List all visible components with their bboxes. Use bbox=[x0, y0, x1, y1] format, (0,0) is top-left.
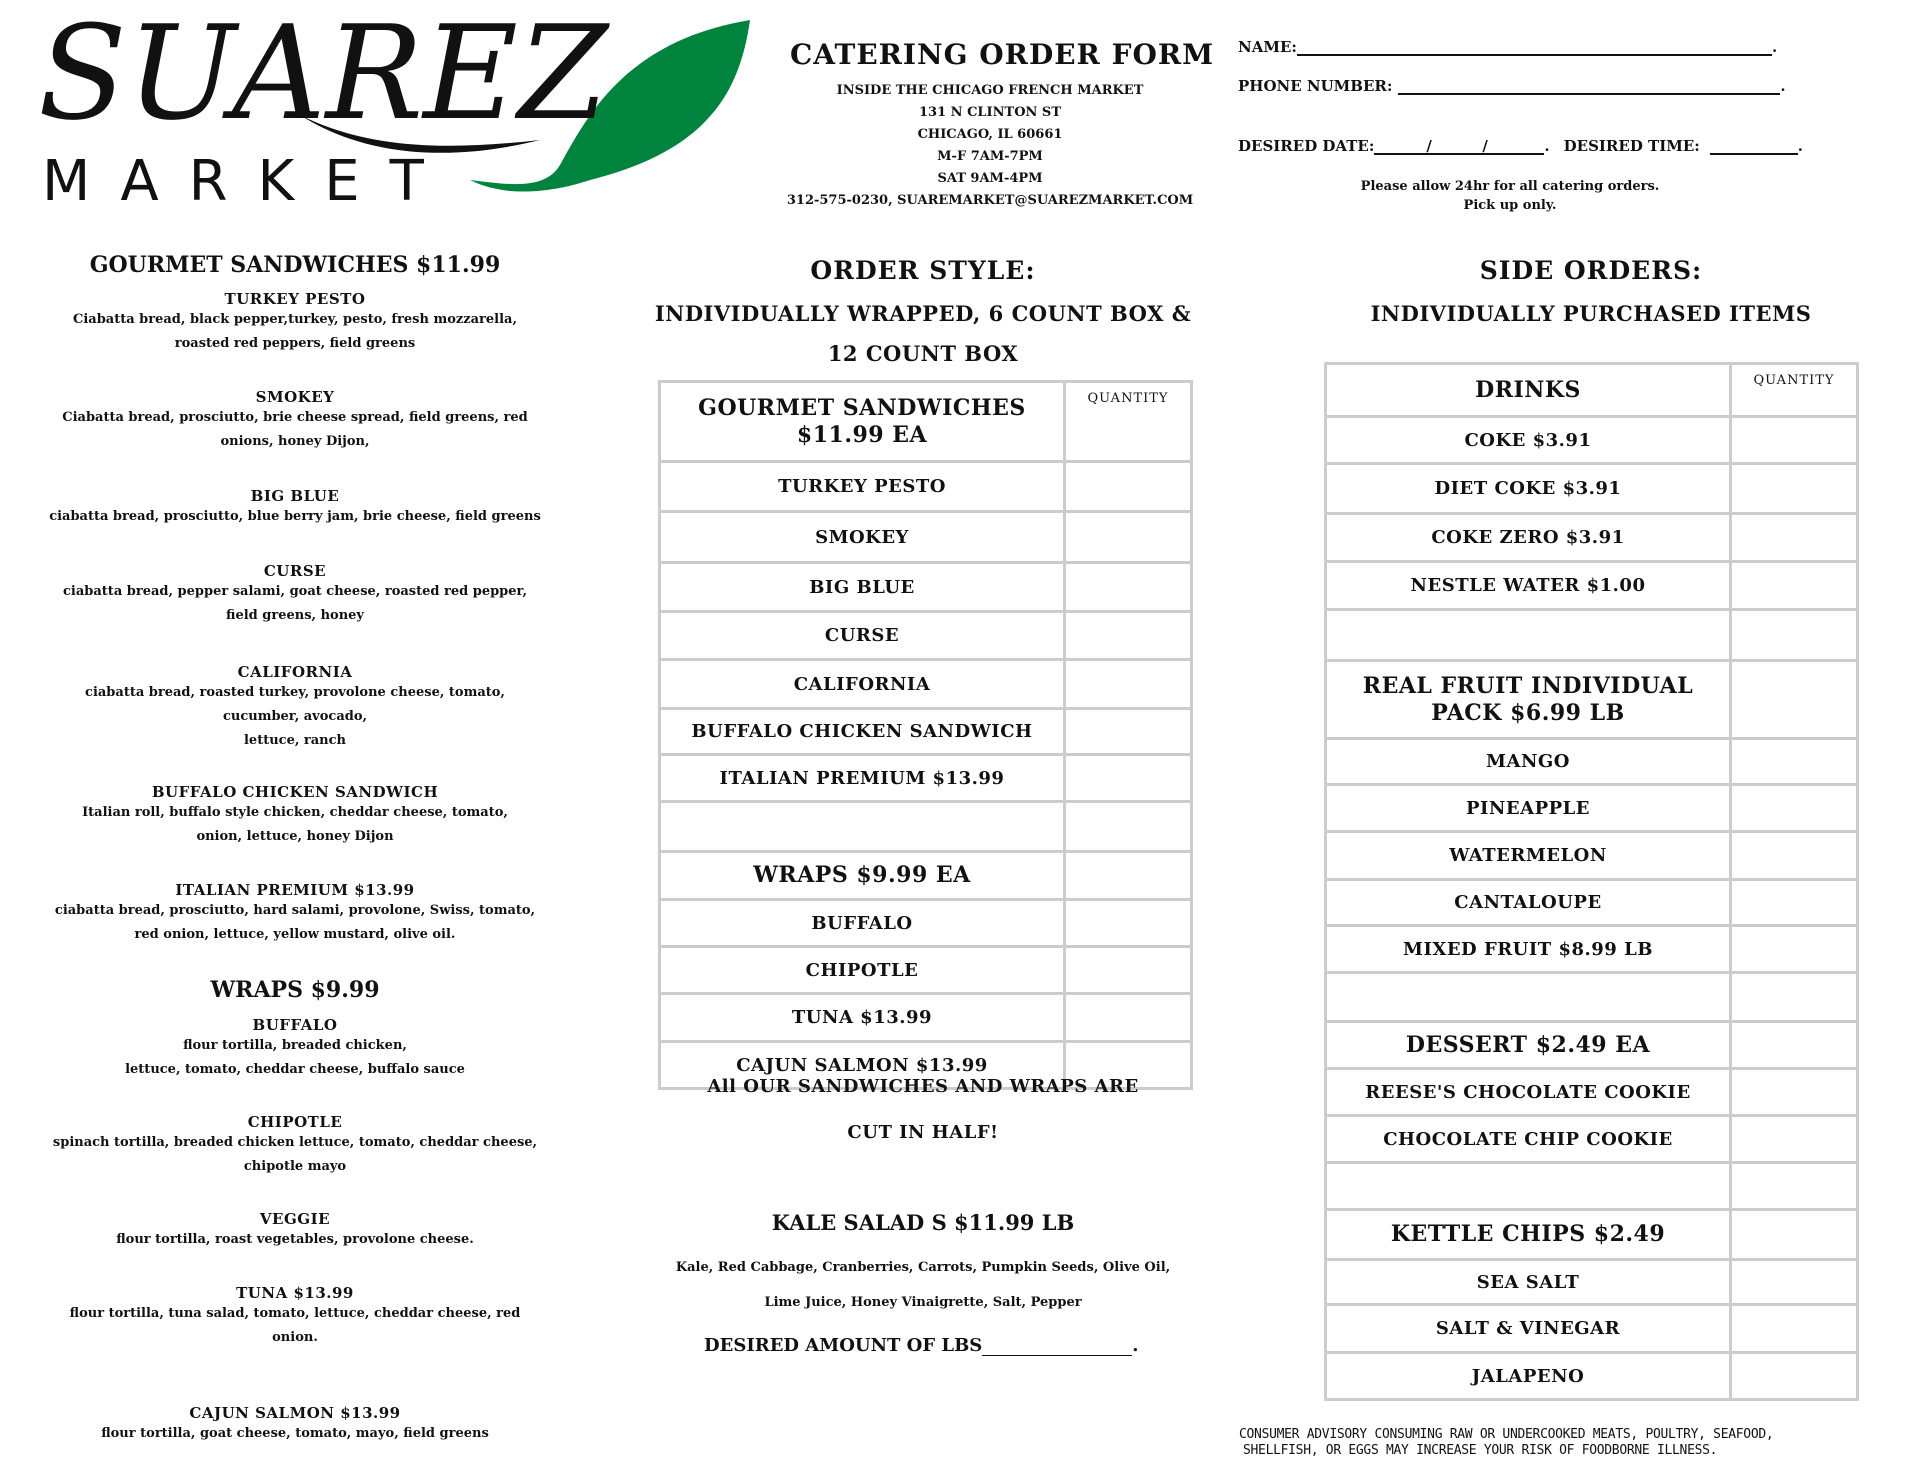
row-label: CAJUN SALMON $13.99 bbox=[660, 1042, 1065, 1089]
kale-salad-title: KALE SALAD S $11.99 LB bbox=[771, 1210, 1075, 1235]
quantity-cell[interactable] bbox=[1731, 514, 1858, 562]
cut-note-2: CUT IN HALF! bbox=[847, 1122, 999, 1143]
table-row bbox=[1326, 562, 1858, 610]
quantity-cell[interactable] bbox=[1065, 852, 1192, 900]
row-label: KETTLE CHIPS $2.49 bbox=[1326, 1210, 1731, 1260]
menu-item-name: BUFFALO bbox=[252, 1016, 338, 1034]
quantity-cell[interactable] bbox=[1731, 926, 1858, 973]
order-table bbox=[658, 380, 1193, 1090]
store-street: 131 N CLINTON ST bbox=[919, 105, 1061, 120]
lbs-label: DESIRED AMOUNT OF LBS bbox=[704, 1335, 983, 1356]
menu-item-desc: Italian roll, buffalo style chicken, cheddar cheese, tomato, bbox=[82, 805, 508, 820]
menu-item bbox=[30, 290, 560, 356]
table-section-header bbox=[660, 852, 1192, 900]
row-label: CANTALOUPE bbox=[1326, 880, 1731, 926]
menu-item-name: TUNA $13.99 bbox=[236, 1284, 354, 1302]
name-field[interactable] bbox=[1238, 38, 1777, 56]
table-blank-row bbox=[1326, 1163, 1858, 1210]
table-row bbox=[660, 755, 1192, 802]
quantity-cell[interactable] bbox=[1731, 1260, 1858, 1305]
order-style-title: ORDER STYLE: bbox=[810, 256, 1036, 285]
phone-field[interactable] bbox=[1238, 77, 1786, 95]
table-row bbox=[1326, 832, 1858, 880]
store-hours-weekday: M-F 7AM-7PM bbox=[937, 149, 1043, 164]
menu-item-desc: red onion, lettuce, yellow mustard, olive oil. bbox=[134, 927, 456, 942]
date-input[interactable] bbox=[1374, 137, 1544, 155]
wraps-title: WRAPS $9.99 bbox=[210, 977, 380, 1003]
table-blank-row bbox=[1326, 610, 1858, 661]
menu-item-desc: field greens, honey bbox=[226, 608, 364, 623]
table-blank-row bbox=[660, 802, 1192, 852]
kale-salad-desc-2: Lime Juice, Honey Vinaigrette, Salt, Pepper bbox=[764, 1295, 1082, 1310]
row-label bbox=[660, 802, 1065, 852]
quantity-cell[interactable] bbox=[1065, 660, 1192, 709]
quantity-cell[interactable] bbox=[1731, 562, 1858, 610]
table-row bbox=[1326, 417, 1858, 464]
row-label: CURSE bbox=[660, 612, 1065, 660]
menu-item-name: CHIPOTLE bbox=[247, 1113, 343, 1131]
table-row bbox=[1326, 785, 1858, 832]
form-title: CATERING ORDER FORM bbox=[790, 38, 1215, 71]
row-label bbox=[1326, 610, 1731, 661]
table-row bbox=[660, 900, 1192, 947]
menu-item bbox=[30, 487, 560, 529]
row-label bbox=[1326, 1163, 1731, 1210]
menu-item bbox=[30, 881, 560, 947]
row-label: COKE ZERO $3.91 bbox=[1326, 514, 1731, 562]
menu-item-desc: lettuce, ranch bbox=[243, 733, 346, 748]
menu-item-desc: ciabatta bread, pepper salami, goat cheese, roasted red pepper, bbox=[63, 584, 527, 599]
menu-item-desc: lettuce, tomato, cheddar cheese, buffalo sauce bbox=[125, 1062, 465, 1077]
quantity-cell[interactable] bbox=[1065, 994, 1192, 1042]
table-section-header bbox=[660, 382, 1192, 462]
phone-label: PHONE NUMBER: bbox=[1238, 77, 1393, 95]
svg-text:MARKET: MARKET bbox=[42, 149, 454, 214]
side-orders-sub: INDIVIDUALLY PURCHASED ITEMS bbox=[1370, 301, 1812, 326]
table-row bbox=[1326, 1260, 1858, 1305]
quantity-cell[interactable] bbox=[1065, 755, 1192, 802]
store-info bbox=[760, 80, 1220, 212]
date-time-field[interactable] bbox=[1238, 137, 1803, 155]
menu-item-name: CALIFORNIA bbox=[237, 663, 353, 681]
row-label: REAL FRUIT INDIVIDUAL PACK $6.99 LB bbox=[1326, 661, 1731, 739]
store-hours-saturday: SAT 9AM-4PM bbox=[937, 171, 1043, 186]
table-row bbox=[660, 994, 1192, 1042]
menu-item-desc: Ciabatta bread, black pepper,turkey, pesto, fresh mozzarella, bbox=[72, 312, 518, 327]
menu-item bbox=[30, 1404, 560, 1446]
name-input[interactable] bbox=[1297, 38, 1772, 56]
menu-item-desc: ciabatta bread, roasted turkey, provolone cheese, tomato, bbox=[85, 685, 505, 700]
menu-item-name: ITALIAN PREMIUM $13.99 bbox=[175, 881, 415, 899]
menu-item-name: TURKEY PESTO bbox=[224, 290, 366, 308]
lbs-input[interactable] bbox=[982, 1336, 1132, 1356]
kale-salad-desc-1: Kale, Red Cabbage, Cranberries, Carrots, Pumpkin Seeds, Olive Oil, bbox=[675, 1260, 1171, 1275]
table-row bbox=[660, 563, 1192, 612]
menu-item-name: SMOKEY bbox=[255, 388, 335, 406]
row-label: SEA SALT bbox=[1326, 1260, 1731, 1305]
row-label: BUFFALO bbox=[660, 900, 1065, 947]
table-row bbox=[660, 512, 1192, 563]
store-location: INSIDE THE CHICAGO FRENCH MARKET bbox=[836, 83, 1144, 98]
menu-item bbox=[30, 1113, 560, 1179]
period: . bbox=[1544, 137, 1550, 155]
advisory-line-2: SHELLFISH, OR EGGS MAY INCREASE YOUR RISK OF FOODBORNE ILLNESS. bbox=[1243, 1443, 1718, 1458]
side-orders-title: SIDE ORDERS: bbox=[1479, 256, 1703, 285]
time-label: DESIRED TIME: bbox=[1563, 137, 1700, 155]
menu-item-desc: cucumber, avocado, bbox=[222, 709, 368, 724]
lbs-field[interactable] bbox=[704, 1335, 1139, 1356]
row-label: TURKEY PESTO bbox=[660, 462, 1065, 512]
row-label: MANGO bbox=[1326, 739, 1731, 785]
quantity-cell[interactable] bbox=[1731, 880, 1858, 926]
quantity-cell[interactable] bbox=[1731, 1210, 1858, 1260]
row-label: NESTLE WATER $1.00 bbox=[1326, 562, 1731, 610]
quantity-cell[interactable] bbox=[1731, 1353, 1858, 1400]
slash: / bbox=[1426, 137, 1432, 155]
row-label: BIG BLUE bbox=[660, 563, 1065, 612]
table-row bbox=[1326, 1305, 1858, 1353]
quantity-cell[interactable] bbox=[1731, 1116, 1858, 1163]
quantity-cell[interactable] bbox=[1065, 512, 1192, 563]
quantity-cell[interactable] bbox=[1731, 739, 1858, 785]
period: . bbox=[1797, 137, 1804, 155]
quantity-cell[interactable] bbox=[1065, 947, 1192, 994]
menu-item-desc: spinach tortilla, breaded chicken lettuce, tomato, cheddar cheese, bbox=[52, 1135, 538, 1150]
table-section-header bbox=[1326, 1210, 1858, 1260]
menu-item-desc: flour tortilla, roast vegetables, provolone cheese. bbox=[116, 1232, 474, 1247]
menu-item-desc: chipotle mayo bbox=[243, 1159, 347, 1174]
menu-item bbox=[30, 1210, 560, 1252]
row-label: CHIPOTLE bbox=[660, 947, 1065, 994]
menu-item bbox=[30, 388, 560, 454]
quantity-cell[interactable] bbox=[1731, 464, 1858, 514]
menu-item-name: CAJUN SALMON $13.99 bbox=[189, 1404, 401, 1422]
row-label: COKE $3.91 bbox=[1326, 417, 1731, 464]
menu-item-desc: ciabatta bread, prosciutto, hard salami, provolone, Swiss, tomato, bbox=[54, 903, 536, 918]
quantity-cell[interactable] bbox=[1731, 973, 1858, 1022]
period: . bbox=[1780, 77, 1786, 95]
table-row bbox=[660, 947, 1192, 994]
order-style-sub1: INDIVIDUALLY WRAPPED, 6 COUNT BOX & bbox=[654, 301, 1192, 326]
table-row bbox=[660, 660, 1192, 709]
row-label: BUFFALO CHICKEN SANDWICH bbox=[660, 709, 1065, 755]
row-label bbox=[1326, 973, 1731, 1022]
menu-item-desc: roasted red peppers, field greens bbox=[174, 336, 416, 351]
table-row bbox=[1326, 1116, 1858, 1163]
period: . bbox=[1132, 1335, 1139, 1356]
svg-text:SUAREZ: SUAREZ bbox=[38, 0, 611, 149]
table-row bbox=[660, 462, 1192, 512]
pickup-note bbox=[1300, 177, 1720, 215]
row-label: DRINKS bbox=[1326, 364, 1731, 417]
name-label: NAME: bbox=[1238, 38, 1297, 56]
quantity-cell[interactable]: QUANTITY bbox=[1731, 364, 1858, 417]
table-blank-row bbox=[1326, 973, 1858, 1022]
quantity-cell[interactable] bbox=[1065, 462, 1192, 512]
date-label: DESIRED DATE: bbox=[1238, 137, 1375, 155]
menu-item-desc: onions, honey Dijon, bbox=[220, 434, 370, 449]
table-row bbox=[660, 612, 1192, 660]
quantity-cell[interactable] bbox=[1731, 1163, 1858, 1210]
menu-item-desc: flour tortilla, tuna salad, tomato, lettuce, cheddar cheese, red bbox=[69, 1306, 521, 1321]
time-input[interactable] bbox=[1710, 137, 1798, 155]
row-label: SALT & VINEGAR bbox=[1326, 1305, 1731, 1353]
consumer-advisory bbox=[1239, 1427, 1773, 1459]
row-label: TUNA $13.99 bbox=[660, 994, 1065, 1042]
menu-item-name: BIG BLUE bbox=[250, 487, 340, 505]
menu-item bbox=[30, 1284, 560, 1350]
table-row bbox=[1326, 1353, 1858, 1400]
menu-item bbox=[30, 562, 560, 628]
table-row bbox=[1326, 464, 1858, 514]
slash: / bbox=[1482, 137, 1488, 155]
order-style-sub2: 12 COUNT BOX bbox=[827, 341, 1019, 366]
table-row bbox=[1326, 926, 1858, 973]
menu-item-name: BUFFALO CHICKEN SANDWICH bbox=[151, 783, 439, 801]
menu-item-name: CURSE bbox=[263, 562, 327, 580]
notice-24hr: Please allow 24hr for all catering orders. bbox=[1360, 179, 1660, 194]
row-label: ITALIAN PREMIUM $13.99 bbox=[660, 755, 1065, 802]
quantity-cell[interactable] bbox=[1731, 661, 1858, 739]
quantity-cell[interactable]: QUANTITY bbox=[1065, 382, 1192, 462]
row-label: JALAPENO bbox=[1326, 1353, 1731, 1400]
menu-item-desc: flour tortilla, goat cheese, tomato, mayo, field greens bbox=[101, 1426, 489, 1441]
row-label: CHOCOLATE CHIP COOKIE bbox=[1326, 1116, 1731, 1163]
table-row bbox=[1326, 514, 1858, 562]
menu-item bbox=[30, 1016, 560, 1082]
table-row bbox=[660, 709, 1192, 755]
menu-item-name: VEGGIE bbox=[259, 1210, 331, 1228]
quantity-cell[interactable] bbox=[1065, 802, 1192, 852]
table-row bbox=[1326, 1069, 1858, 1116]
quantity-cell[interactable] bbox=[1731, 1305, 1858, 1353]
row-label: CALIFORNIA bbox=[660, 660, 1065, 709]
menu-item-desc: onion, lettuce, honey Dijon bbox=[196, 829, 394, 844]
quantity-cell[interactable] bbox=[1065, 563, 1192, 612]
suarez-market-logo bbox=[30, 0, 770, 215]
advisory-line-1: CONSUMER ADVISORY CONSUMING RAW OR UNDERCOOKED MEATS, POULTRY, SEAFOOD, bbox=[1239, 1427, 1774, 1442]
menu-item-desc: onion. bbox=[272, 1330, 318, 1345]
menu-item-desc: flour tortilla, breaded chicken, bbox=[183, 1038, 407, 1053]
table-row bbox=[1326, 880, 1858, 926]
row-label: DIET COKE $3.91 bbox=[1326, 464, 1731, 514]
quantity-cell[interactable] bbox=[1731, 610, 1858, 661]
quantity-cell[interactable] bbox=[1731, 785, 1858, 832]
quantity-cell[interactable] bbox=[1731, 1069, 1858, 1116]
row-label: WRAPS $9.99 EA bbox=[660, 852, 1065, 900]
quantity-cell[interactable] bbox=[1065, 900, 1192, 947]
quantity-cell[interactable] bbox=[1731, 832, 1858, 880]
row-label: REESE'S CHOCOLATE COOKIE bbox=[1326, 1069, 1731, 1116]
phone-input[interactable] bbox=[1398, 77, 1780, 95]
sandwiches-title: GOURMET SANDWICHES $11.99 bbox=[89, 252, 501, 278]
menu-item bbox=[30, 783, 560, 849]
menu-item-desc: Ciabatta bread, prosciutto, brie cheese spread, field greens, red bbox=[62, 410, 528, 425]
quantity-cell[interactable] bbox=[1065, 612, 1192, 660]
store-city: CHICAGO, IL 60661 bbox=[917, 127, 1063, 142]
table-section-header bbox=[1326, 661, 1858, 739]
table-section-header bbox=[1326, 1022, 1858, 1069]
table-row bbox=[1326, 739, 1858, 785]
row-label: DESSERT $2.49 EA bbox=[1326, 1022, 1731, 1069]
notice-pickup: Pick up only. bbox=[1463, 198, 1557, 213]
period: . bbox=[1771, 38, 1778, 56]
row-label: PINEAPPLE bbox=[1326, 785, 1731, 832]
row-label: MIXED FRUIT $8.99 LB bbox=[1326, 926, 1731, 973]
quantity-cell[interactable] bbox=[1065, 709, 1192, 755]
row-label: GOURMET SANDWICHES $11.99 EA bbox=[660, 382, 1065, 462]
side-orders-table bbox=[1324, 362, 1859, 1401]
row-label: SMOKEY bbox=[660, 512, 1065, 563]
table-section-header bbox=[1326, 364, 1858, 417]
menu-item bbox=[30, 663, 560, 753]
menu-item-desc: ciabatta bread, prosciutto, blue berry jam, brie cheese, field greens bbox=[49, 509, 541, 524]
row-label: WATERMELON bbox=[1326, 832, 1731, 880]
quantity-cell[interactable] bbox=[1731, 1022, 1858, 1069]
store-contact: 312-575-0230, SUAREMARKET@SUAREZMARKET.COM bbox=[786, 193, 1194, 208]
quantity-cell[interactable] bbox=[1731, 417, 1858, 464]
cut-note-1: All OUR SANDWICHES AND WRAPS ARE bbox=[707, 1076, 1139, 1097]
